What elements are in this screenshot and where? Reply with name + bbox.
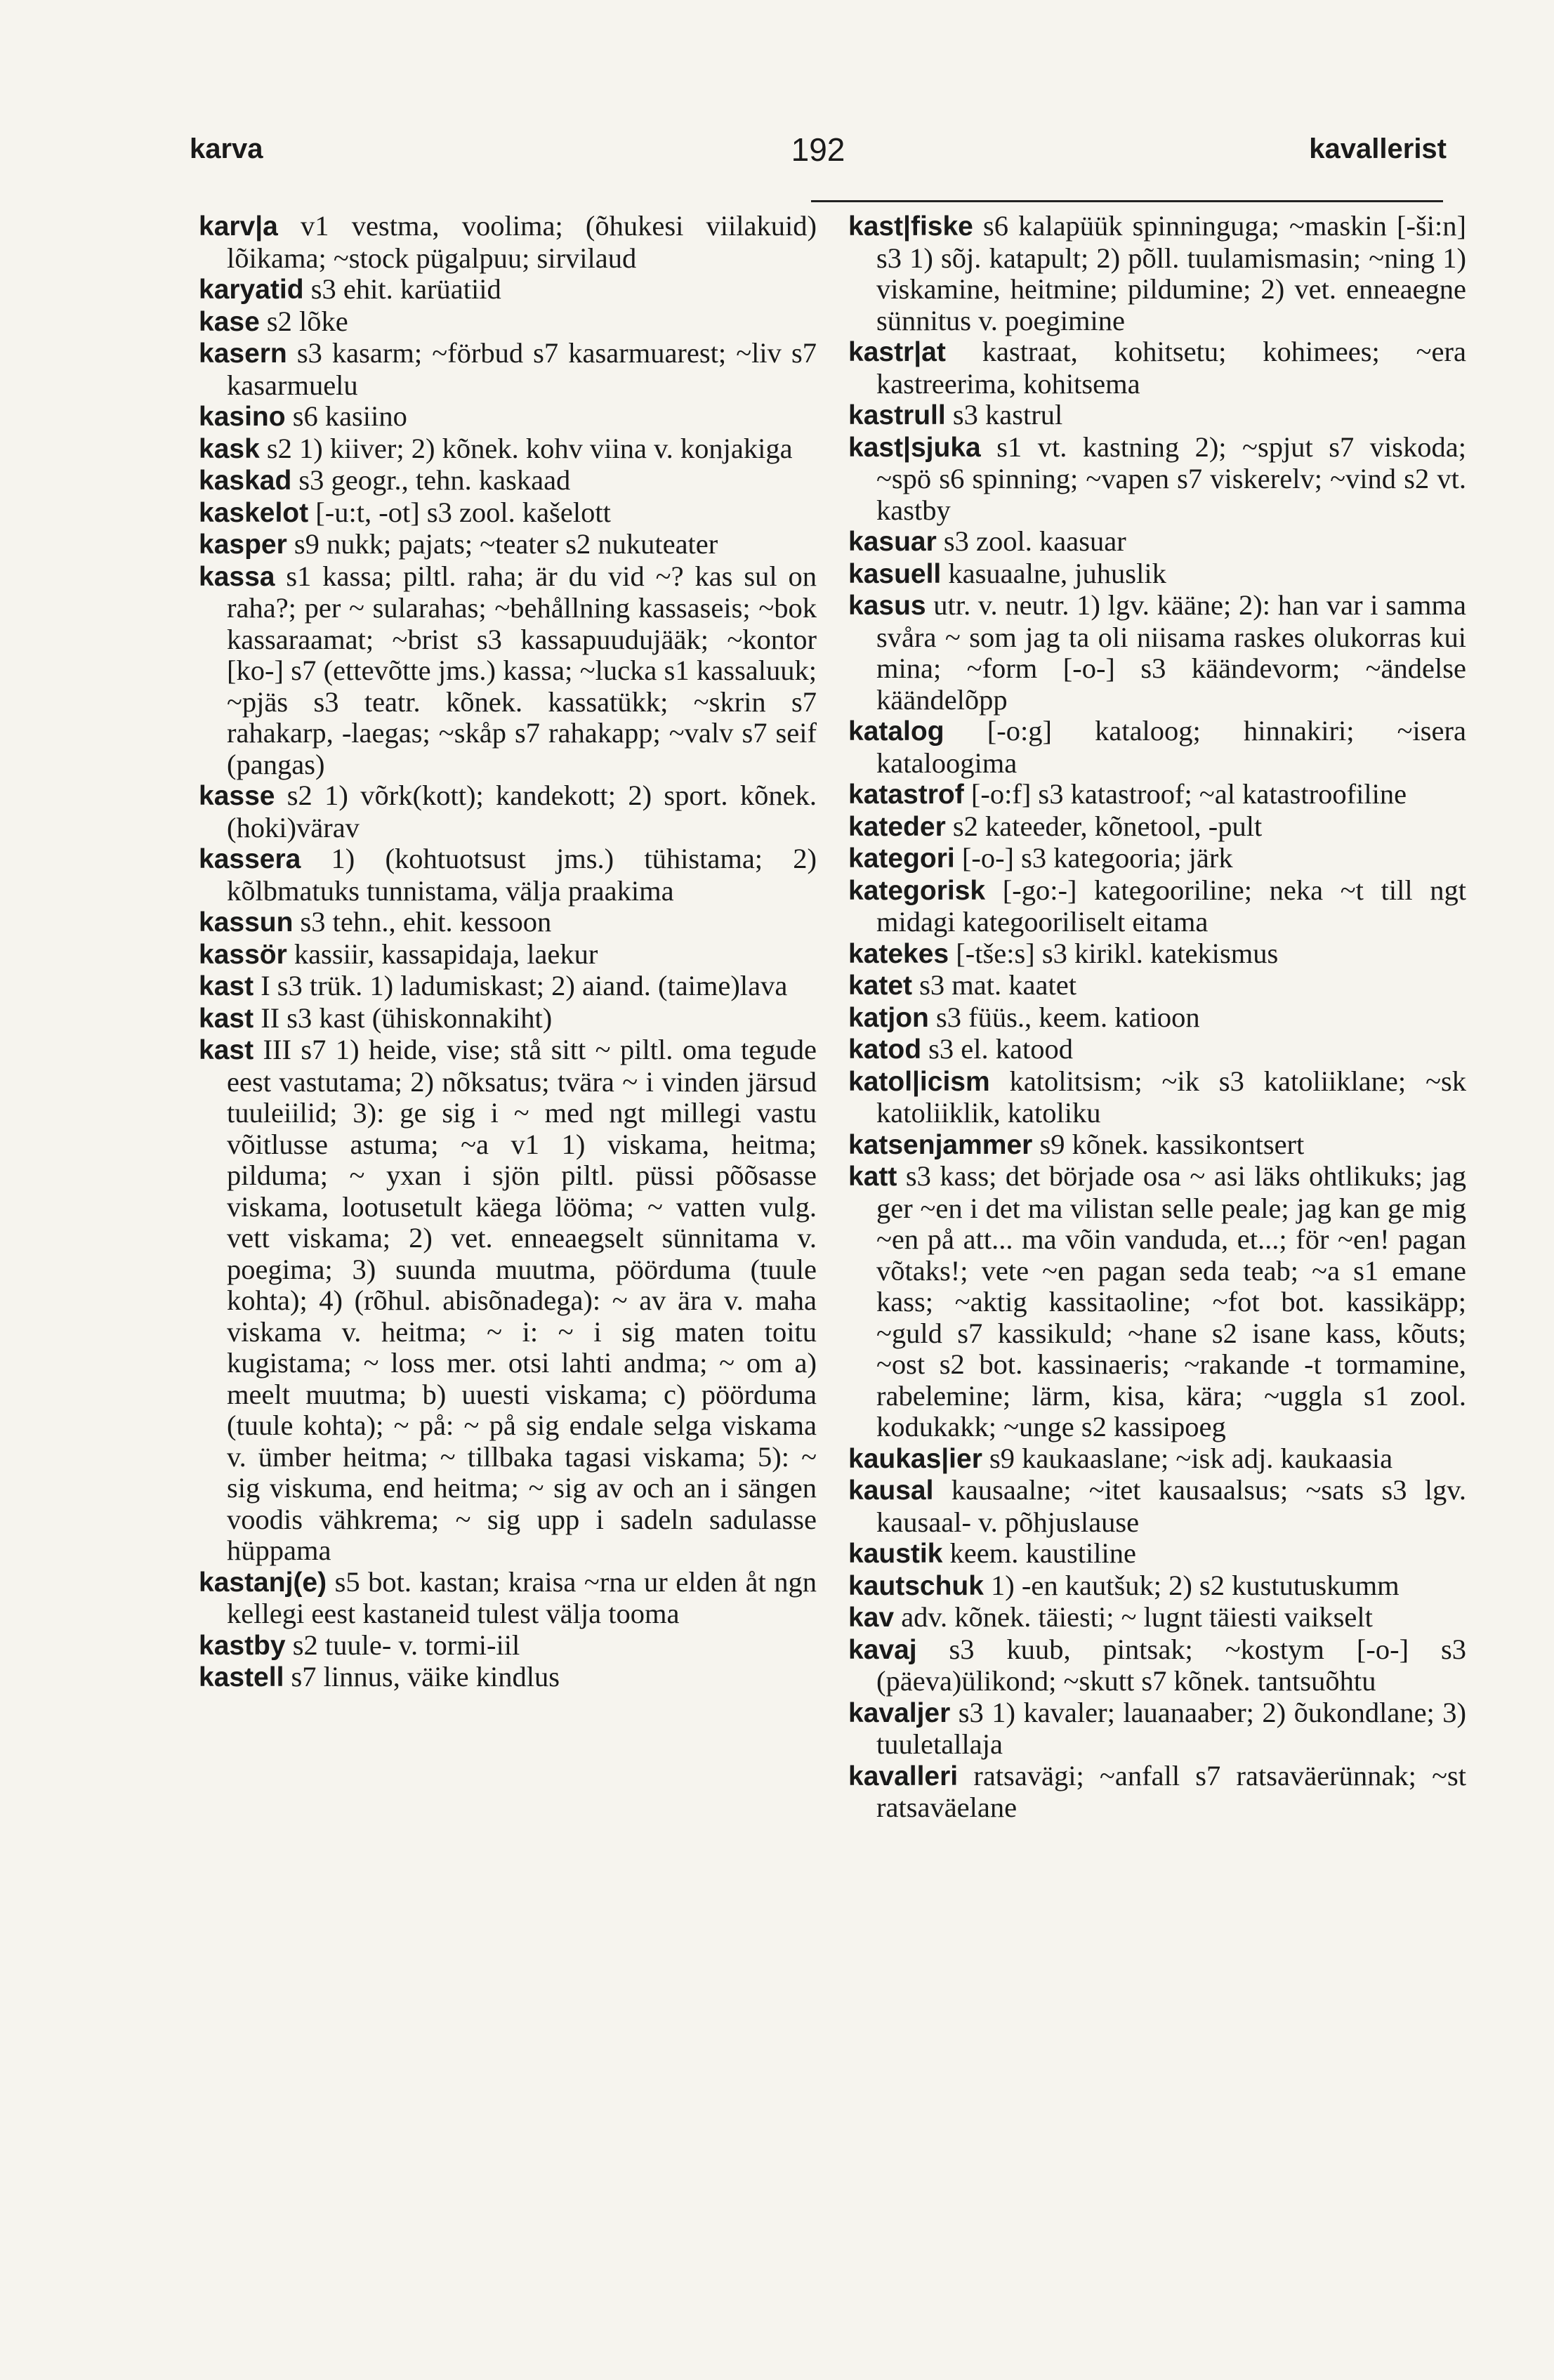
entry-definition: s3 mat. kaatet xyxy=(912,969,1076,1001)
dictionary-entry xyxy=(199,939,817,971)
entry-definition: utr. v. neutr. 1) lgv. kääne; 2): han var i samma svåra ~ som jag ta oli niisama raskes olukorras kui mina; ~form [-o-] s3 käändevorm; ~ändelse käändelõpp xyxy=(876,589,1466,716)
entry-definition: adv. kõnek. täiesti; ~ lugnt täiesti vaikselt xyxy=(894,1601,1373,1633)
entry-headword: kaskelot xyxy=(199,497,309,528)
entry-definition: s9 kõnek. kassikontsert xyxy=(1032,1128,1305,1160)
entry-definition: I s3 trük. 1) ladumiskast; 2) aiand. (taime)lava xyxy=(253,970,788,1001)
entry-headword: kask xyxy=(199,433,260,464)
dictionary-entry xyxy=(848,1475,1466,1538)
dictionary-entry xyxy=(199,1034,817,1567)
entry-definition: s3 kuub, pintsak; ~kostym [-o-] s3 (päeva)ülikond; ~skutt s7 kõnek. tantsuõhtu xyxy=(876,1633,1466,1697)
dictionary-entry xyxy=(199,780,817,843)
entry-headword: katekes xyxy=(848,938,949,969)
dictionary-entry xyxy=(848,590,1466,716)
entry-definition: kassiir, kassapidaja, laekur xyxy=(287,938,598,970)
entry-definition: kausaalne; ~itet kausaalsus; ~sats s3 lgv. kausaal- v. põhjuslause xyxy=(876,1474,1466,1538)
entry-headword: kastanj(e) xyxy=(199,1567,327,1598)
dictionary-entry xyxy=(848,970,1466,1002)
entry-headword: kassun xyxy=(199,907,294,938)
entry-headword: kasern xyxy=(199,338,287,369)
entry-headword: karyatid xyxy=(199,275,304,305)
dictionary-entry xyxy=(199,211,817,274)
dictionary-entry xyxy=(199,306,817,338)
dictionary-entry xyxy=(848,400,1466,432)
dictionary-entry xyxy=(848,1443,1466,1475)
entry-headword: kausal xyxy=(848,1475,934,1506)
page-number: 192 xyxy=(791,131,845,168)
entry-definition: s2 lõke xyxy=(259,305,348,337)
entry-definition: kastraat, kohitsetu; kohimees; ~era kastreerima, kohitsema xyxy=(876,336,1466,400)
entry-headword: kav xyxy=(848,1603,895,1633)
entry-headword: katalog xyxy=(848,716,944,747)
entry-headword: katet xyxy=(848,971,913,1001)
entry-headword: kase xyxy=(199,306,260,337)
dictionary-entry xyxy=(848,938,1466,971)
entry-definition: s3 tehn., ehit. kessoon xyxy=(293,906,552,938)
dictionary-entry xyxy=(848,1570,1466,1603)
entry-headword: kategorisk xyxy=(848,875,986,906)
entry-definition: 1) -en kautšuk; 2) s2 kustutuskumm xyxy=(983,1569,1400,1601)
entry-definition: s3 1) kavaler; lauanaaber; 2) õukondlane; 3) tuuletallaja xyxy=(876,1696,1466,1760)
entry-definition: [-tše:s] s3 kirikl. katekismus xyxy=(949,937,1279,969)
entry-definition: s2 kateeder, kõnetool, -pult xyxy=(945,810,1263,842)
entry-headword: kategori xyxy=(848,843,955,874)
entry-headword: kasuell xyxy=(848,558,942,589)
entry-definition: v1 vestma, voolima; (õhukesi viilakuid) lõikama; ~stock pügalpuu; sirvilaud xyxy=(227,210,817,274)
dictionary-entry xyxy=(848,1066,1466,1129)
entry-headword: kast|sjuka xyxy=(848,432,981,463)
dictionary-entry xyxy=(848,1161,1466,1443)
entry-definition: II s3 kast (ühiskonnakiht) xyxy=(253,1001,553,1034)
header-rule xyxy=(811,200,1443,202)
dictionary-entry xyxy=(848,558,1466,591)
dictionary-entry xyxy=(199,1662,817,1694)
entry-definition: s5 bot. kastan; kraisa ~rna ur elden åt ngn kellegi eest kastaneid tulest välja tooma xyxy=(227,1565,817,1629)
entry-headword: kast|fiske xyxy=(848,211,973,242)
entry-definition: s1 vt. kastning 2); ~spjut s7 viskoda; ~spö s6 spinning; ~vapen s7 viskerelv; ~vind s2 vt. kastby xyxy=(876,430,1466,526)
entry-definition: kasuaalne, juhuslik xyxy=(941,557,1166,589)
dictionary-entry xyxy=(199,465,817,497)
dictionary-entry xyxy=(848,432,1466,527)
entry-definition: s3 zool. kaasuar xyxy=(936,525,1126,557)
entry-headword: kassa xyxy=(199,561,275,592)
header-last-word: kavallerist xyxy=(1309,133,1447,164)
entry-headword: kast xyxy=(199,1003,254,1034)
entry-definition: s3 el. katood xyxy=(921,1033,1073,1065)
dictionary-entry xyxy=(848,779,1466,811)
entry-headword: kasse xyxy=(199,781,275,811)
entry-definition: s2 1) kiiver; 2) kõnek. kohv viina v. konjakiga xyxy=(259,432,793,464)
dictionary-entry xyxy=(848,1129,1466,1162)
entry-headword: kasino xyxy=(199,402,286,432)
entry-definition: [-o-] s3 kategooria; järk xyxy=(954,842,1233,874)
entry-headword: kastrull xyxy=(848,400,946,430)
entry-headword: kaukas|ier xyxy=(848,1443,982,1474)
entry-definition: s2 1) võrk(kott); kandekott; 2) sport. kõnek. (hoki)värav xyxy=(227,780,817,843)
dictionary-entry xyxy=(848,1697,1466,1761)
entry-headword: karv|a xyxy=(199,211,278,242)
dictionary-entry xyxy=(848,843,1466,875)
dictionary-entry xyxy=(848,1761,1466,1824)
entry-definition: ratsavägi; ~anfall s7 ratsaväerünnak; ~st ratsaväelane xyxy=(876,1759,1466,1823)
dictionary-entry xyxy=(199,433,817,466)
entry-definition: III s7 1) heide, vise; stå sitt ~ piltl. oma tegude eest vastutama; 2) nõksatus; tvära ~ i vinden järsud tuuleiilid; 3): ge sig i ~ med ngt millegi vastu võitlusse astuma; ~a v1 1) viskama, heitma; pilduma; ~ yxan i sjön piltl. püssi põõsasse viskama, lootusetult käega lööma; ~ vatten vulg. vett viskama; 2) vet. enneaegselt sünnitama v. poegima; 3) suunda muutma, pöörduma (tuule kohta); 4) (rõhul. abisõnadega): ~ av ära v. maha viskama v. heitma; ~ i: ~ i sig maten toitu kugistama; ~ loss mer. otsi lahti andma; ~ om a) meelt muutma; b) uuesti viskama; c) pöörduma (tuule kohta); ~ på: ~ på sig endale selga viskama v. ümber heitma; ~ tillbaka tagasi viskama; 5): ~ sig viskuma, end heitma; ~ sig av och an i sängen voodis vähkrema; ~ sig upp i sadeln sadulasse hüppama xyxy=(227,1034,817,1566)
entry-headword: kastr|at xyxy=(848,337,946,367)
entry-definition: 1) (kohtuotsust jms.) tühistama; 2) kõlbmatuks tunnistama, välja praakima xyxy=(227,843,817,907)
entry-definition: [-o:f] s3 katastroof; ~al katastroofiline xyxy=(963,778,1407,810)
dictionary-entry xyxy=(199,497,817,530)
left-column xyxy=(199,211,817,1694)
entry-definition: [-go:-] kategooriline; neka ~t till ngt midagi kategooriliselt eitama xyxy=(876,874,1466,938)
dictionary-entry xyxy=(848,211,1466,336)
dictionary-entry xyxy=(199,1567,817,1630)
entry-definition: s3 kasarm; ~förbud s7 kasarmuarest; ~liv s7 kasarmuelu xyxy=(227,337,817,401)
dictionary-entry xyxy=(199,843,817,907)
dictionary-entry xyxy=(848,526,1466,558)
entry-headword: kateder xyxy=(848,811,946,842)
entry-headword: katjon xyxy=(848,1002,929,1033)
dictionary-entry xyxy=(848,1034,1466,1066)
dictionary-entry xyxy=(848,1602,1466,1634)
entry-definition: [-u:t, -ot] s3 zool. kašelott xyxy=(308,496,611,528)
dictionary-entry xyxy=(199,1630,817,1662)
entry-headword: kavaljer xyxy=(848,1697,951,1728)
entry-definition: s3 füüs., keem. katioon xyxy=(928,1001,1200,1033)
page-header xyxy=(190,126,1447,176)
entry-headword: kavaj xyxy=(848,1634,917,1665)
entry-headword: kaskad xyxy=(199,466,292,496)
dictionary-entry xyxy=(848,336,1466,400)
entry-headword: kaustik xyxy=(848,1539,943,1569)
entry-headword: katastrof xyxy=(848,780,964,810)
dictionary-entry xyxy=(199,561,817,781)
dictionary-entry xyxy=(199,907,817,939)
entry-definition: s1 kassa; piltl. raha; är du vid ~? kas sul on raha?; per ~ sularahas; ~behållning kassaseis; ~bok kassaraamat; ~brist s3 kassapuudujääk; ~kontor [ko-] s7 (ettevõtte jms.) kassa; ~lucka s1 kassaluuk; ~pjäs s3 teatr. kõnek. kassatükk; ~skrin s7 rahakarp, -laegas; ~skåp s7 rahakapp; ~valv s7 seif (pangas) xyxy=(227,560,817,780)
entry-definition: [-o:g] kataloog; hinnakiri; ~isera kataloogima xyxy=(876,715,1466,779)
header-first-word: karva xyxy=(190,133,263,164)
dictionary-entry xyxy=(199,338,817,401)
entry-headword: kassör xyxy=(199,939,287,970)
entry-definition: s2 tuule- v. tormi-iil xyxy=(285,1629,520,1661)
entry-definition: s6 kalapüük spinninguga; ~maskin [-ši:n] s3 1) sõj. katapult; 2) põll. tuulamismasin; ~ning 1) viskamine, heitmine; pildumine; 2) vet. enneaegne sünnitus v. poegimine xyxy=(876,210,1466,336)
entry-headword: kast xyxy=(199,971,254,1001)
dictionary-entry xyxy=(199,529,817,561)
entry-headword: kastell xyxy=(199,1662,284,1692)
right-column xyxy=(848,211,1466,1824)
entry-headword: kasper xyxy=(199,530,287,560)
dictionary-entry xyxy=(848,1538,1466,1570)
entry-headword: kasuar xyxy=(848,527,937,557)
dictionary-entry xyxy=(199,1003,817,1035)
dictionary-entry xyxy=(848,1002,1466,1034)
entry-definition: s7 linnus, väike kindlus xyxy=(284,1661,560,1692)
entry-headword: kast xyxy=(199,1035,254,1065)
entry-definition: s3 kastrul xyxy=(945,399,1063,430)
entry-headword: kavalleri xyxy=(848,1761,959,1791)
entry-headword: kassera xyxy=(199,844,301,874)
entry-definition: s9 kaukaaslane; ~isk adj. kaukaasia xyxy=(982,1442,1393,1474)
entry-headword: katol|icism xyxy=(848,1066,990,1097)
entry-definition: s3 geogr., tehn. kaskaad xyxy=(291,464,571,496)
dictionary-entry xyxy=(848,1634,1466,1697)
entry-definition: s3 kass; det började osa ~ asi läks ohtlikuks; jag ger ~en i det ma vilistan selle peale; jag kan ge mig ~en på att... ma võin vanduda, et...; för ~en! pagan võtaks!; vete ~en pagan seda teab; ~a s1 emane kass; ~aktig kassitaoline; ~fot bot. kassikäpp; ~guld s7 kassikuld; ~hane s2 isane kass, kõuts; ~ost s2 bot. kassinaeris; ~rakande -t tormamine, rabelemine; lärm, kisa, kära; ~uggla s1 zool. kodukakk; ~unge s2 kassipoeg xyxy=(876,1160,1466,1442)
dictionary-entry xyxy=(848,811,1466,843)
entry-headword: kasus xyxy=(848,591,926,621)
entry-definition: katolitsism; ~ik s3 katoliiklane; ~sk katoliiklik, katoliku xyxy=(876,1065,1466,1129)
entry-headword: kautschuk xyxy=(848,1570,984,1601)
dictionary-entry xyxy=(848,716,1466,779)
entry-headword: katsenjammer xyxy=(848,1129,1033,1160)
entry-definition: s6 kasiino xyxy=(285,400,407,432)
entry-definition: keem. kaustiline xyxy=(942,1537,1136,1569)
entry-definition: s9 nukk; pajats; ~teater s2 nukuteater xyxy=(287,528,718,560)
dictionary-entry xyxy=(848,875,1466,938)
entry-headword: kastby xyxy=(199,1630,286,1661)
dictionary-entry xyxy=(199,401,817,433)
dictionary-entry xyxy=(199,274,817,306)
entry-headword: katt xyxy=(848,1162,897,1192)
dictionary-entry xyxy=(199,971,817,1003)
entry-definition: s3 ehit. karüatiid xyxy=(303,273,501,305)
entry-headword: katod xyxy=(848,1034,922,1065)
